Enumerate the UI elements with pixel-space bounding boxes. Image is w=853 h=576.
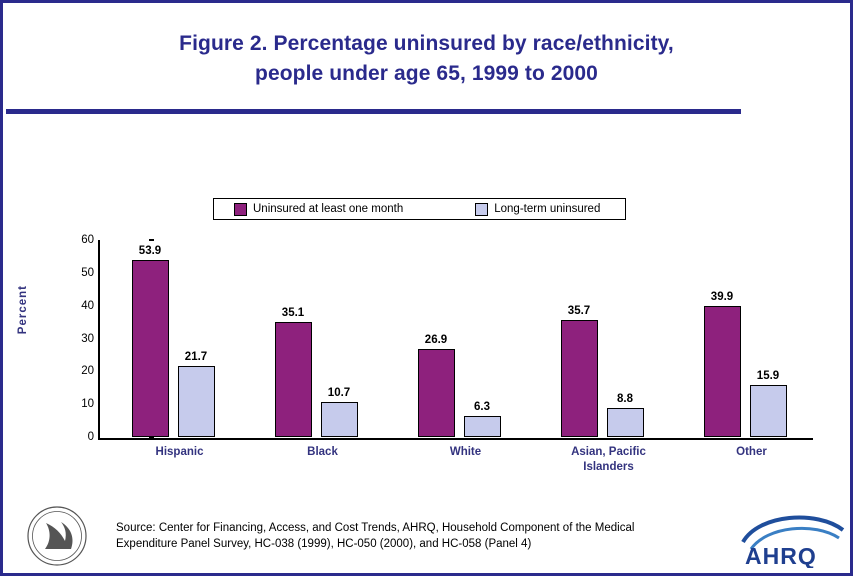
- y-tick-label: 0: [87, 431, 94, 443]
- legend-swatch-icon-series-1: [234, 203, 247, 216]
- x-axis-category-label: Black: [307, 446, 338, 458]
- bar-value-label: 8.8: [617, 393, 633, 406]
- bar-series-2: [464, 416, 501, 437]
- x-axis-category-label: Hispanic: [155, 446, 204, 458]
- bar-series-1: [275, 322, 312, 437]
- bar-series-2: [321, 402, 358, 437]
- bar-series-1: [561, 320, 598, 437]
- source-line-2: Expenditure Panel Survey, HC-038 (1999), HC-050 (2000), and HC-058 (Panel 4): [116, 538, 532, 550]
- bar-value-label: 26.9: [424, 333, 448, 346]
- chart-legend: [213, 198, 626, 220]
- bar-value-label: 35.1: [281, 306, 305, 319]
- legend-swatch-icon-series-2: [475, 203, 488, 216]
- y-axis-title: Percent: [17, 285, 29, 335]
- bar-series-1: [704, 306, 741, 437]
- y-tick-label: 60: [81, 234, 94, 246]
- bar-group: [108, 240, 251, 458]
- bar-value-label: 6.3: [474, 401, 490, 414]
- bar-series-2: [607, 408, 644, 437]
- bar-group: [680, 240, 823, 458]
- title-line-1: Figure 2. Percentage uninsured by race/ethnicity,: [179, 32, 674, 55]
- bar-series-2: [178, 366, 215, 437]
- y-axis-ticks: [58, 234, 94, 443]
- page-title: [3, 3, 850, 89]
- ahrq-logo-icon: [739, 508, 851, 568]
- source-line-1: Source: Center for Financing, Access, and Cost Trends, AHRQ, Household Component of the Medical: [116, 522, 635, 534]
- bar-series-1: [418, 349, 455, 437]
- y-tick-label: 50: [81, 266, 94, 279]
- y-tick-label: 20: [81, 365, 94, 378]
- bar-value-label: 21.7: [184, 350, 208, 363]
- bar-group: [394, 240, 537, 458]
- hhs-seal-icon: [21, 505, 93, 567]
- title-line-2: people under age 65, 1999 to 2000: [255, 62, 598, 85]
- legend-item-series-2: [475, 203, 600, 216]
- x-axis-line: [98, 438, 813, 440]
- y-tick-label: 10: [81, 398, 94, 411]
- legend-label-series-2: Long-term uninsured: [494, 203, 601, 215]
- x-axis-category-label: Asian, Pacific Islanders: [571, 446, 646, 473]
- svg-text:AHRQ: AHRQ: [745, 543, 817, 568]
- x-axis-category-label: White: [449, 446, 482, 458]
- legend-item-series-1: [234, 203, 403, 216]
- y-tick-label: 40: [81, 299, 94, 312]
- title-divider: [6, 109, 741, 114]
- bar-group: [537, 240, 680, 473]
- plot-area: [98, 240, 813, 473]
- bar-series-2: [750, 385, 787, 437]
- bar-value-label: 39.9: [710, 291, 734, 303]
- x-axis-category-label: Other: [736, 446, 767, 458]
- bar-value-label: 35.7: [567, 304, 591, 317]
- bar-value-label: 53.9: [138, 245, 162, 258]
- legend-label-series-1: Uninsured at least one month: [253, 203, 404, 215]
- y-tick-label: 30: [81, 332, 94, 345]
- bar-series-1: [132, 260, 169, 437]
- bar-value-label: 15.9: [756, 369, 780, 382]
- bar-value-label: 10.7: [327, 386, 351, 399]
- bar-group: [251, 240, 394, 458]
- source-note: [116, 520, 736, 552]
